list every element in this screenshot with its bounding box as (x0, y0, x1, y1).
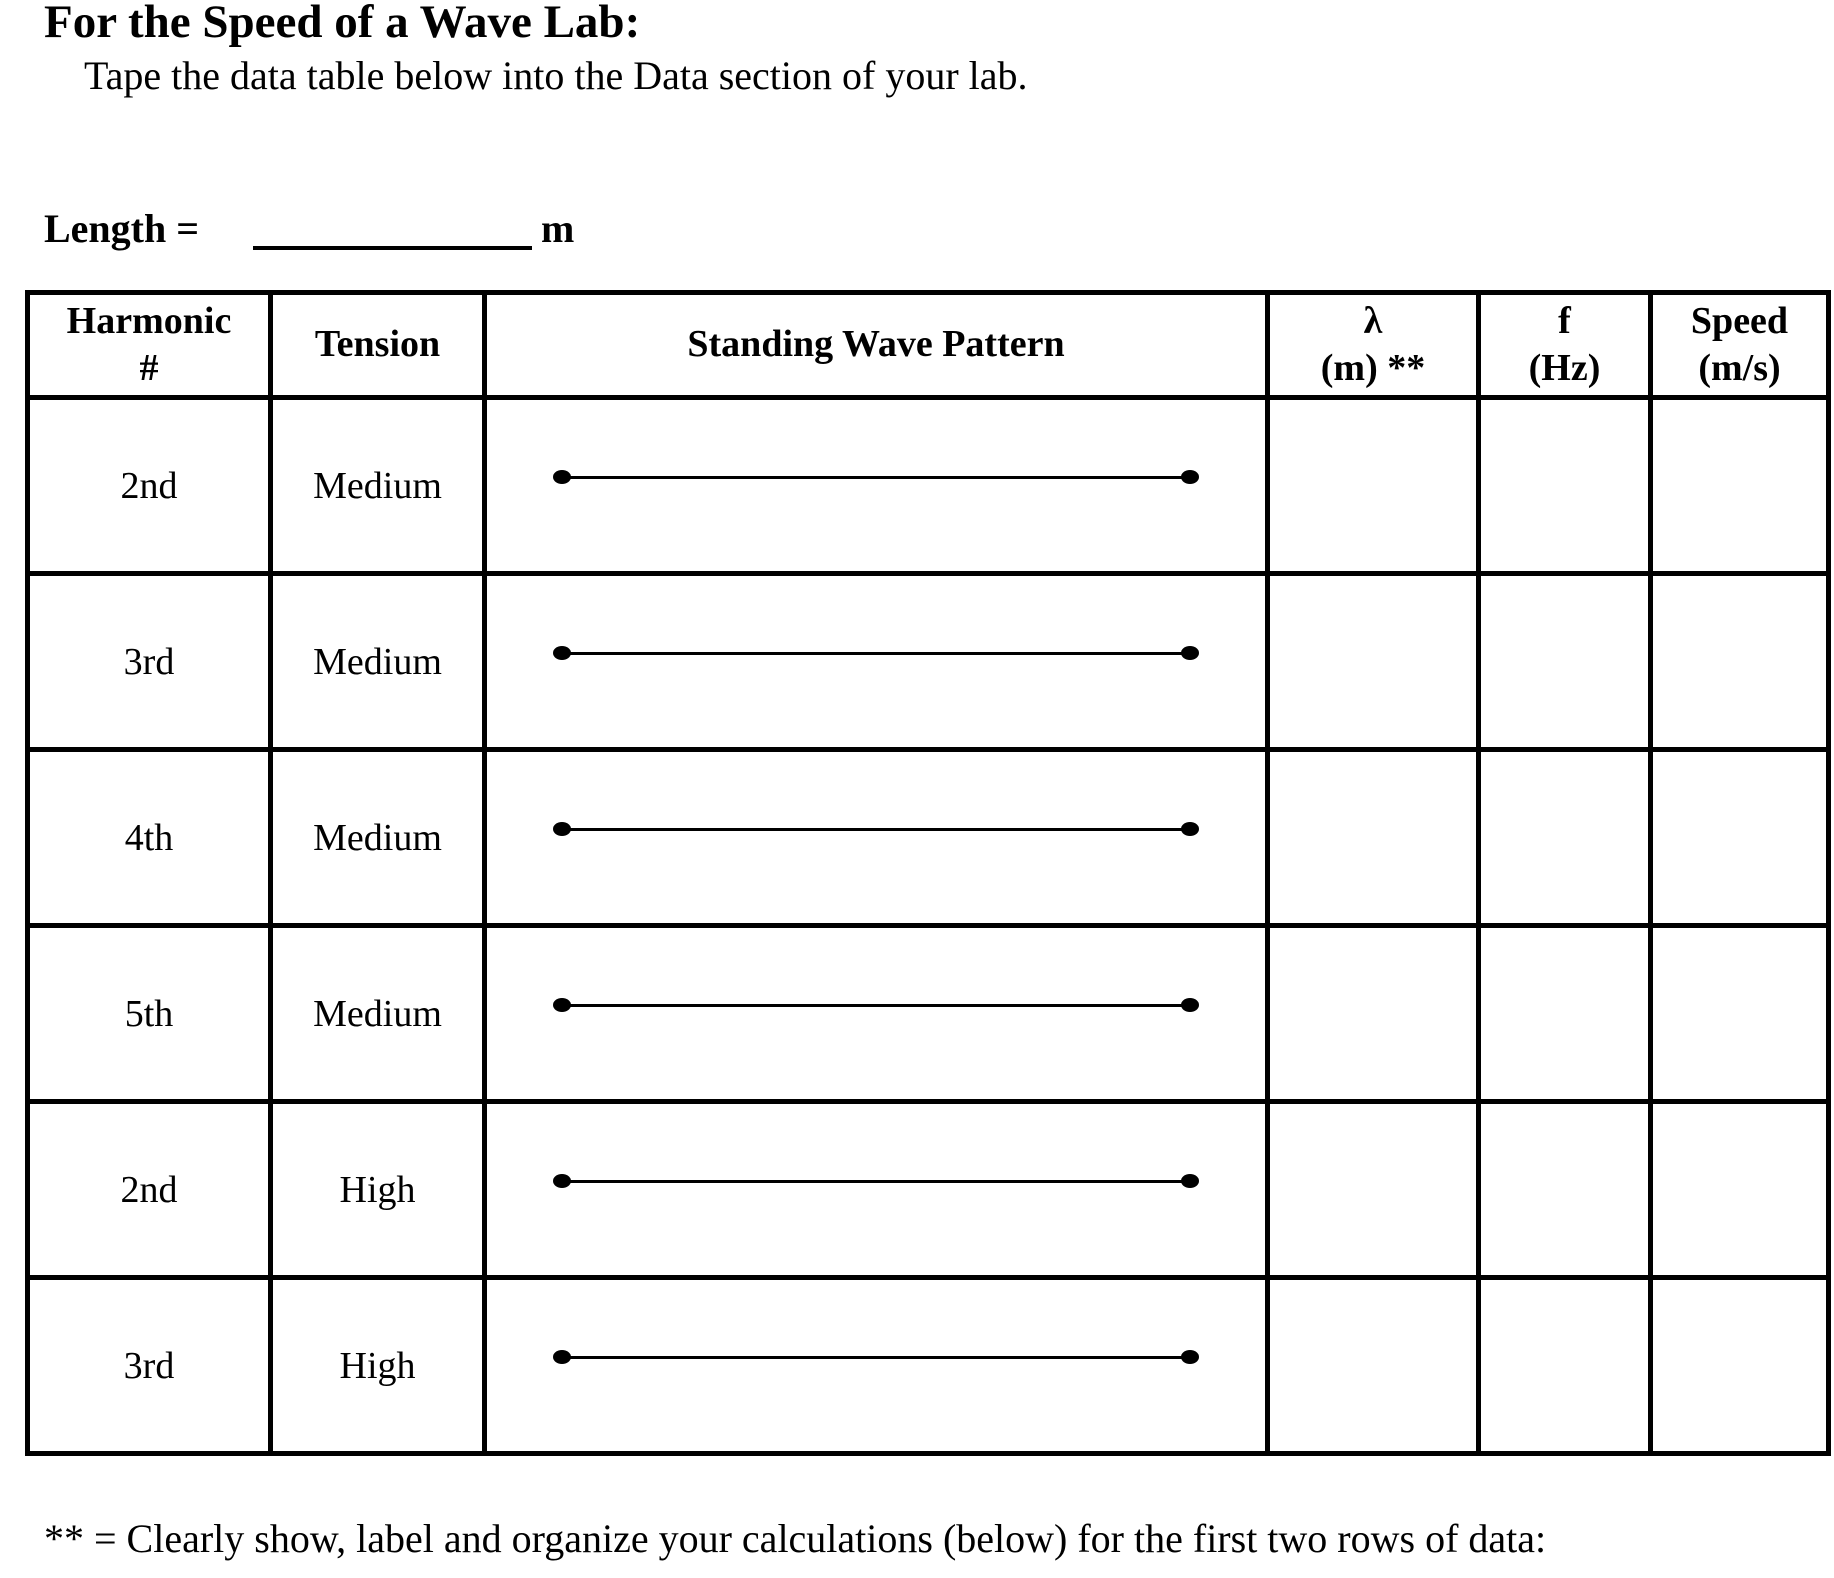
length-blank-line[interactable] (253, 246, 532, 250)
string-endpoint-right (1181, 470, 1199, 484)
wavelength-cell[interactable] (1268, 750, 1479, 926)
frequency-cell[interactable] (1479, 750, 1651, 926)
header-speed (1651, 293, 1829, 398)
harmonic-cell: 3rd (28, 1278, 271, 1454)
speed-cell[interactable] (1651, 750, 1829, 926)
speed-cell[interactable] (1651, 1102, 1829, 1278)
string-line (562, 476, 1190, 479)
string-endpoint-left (553, 1350, 571, 1364)
string-line (562, 1180, 1190, 1183)
frequency-cell[interactable] (1479, 926, 1651, 1102)
wavelength-cell[interactable] (1268, 926, 1479, 1102)
data-table (25, 290, 1831, 1456)
header-harmonic-line1: Harmonic (66, 299, 232, 342)
footnote-text: ** = Clearly show, label and organize your calculations (below) for the first two rows of data: (44, 1516, 1547, 1561)
header-tension: Tension (271, 293, 485, 398)
header-speed-line1: Speed (1690, 299, 1789, 342)
string-line (562, 828, 1190, 831)
header-pattern: Standing Wave Pattern (485, 293, 1268, 398)
string-endpoint-right (1181, 646, 1199, 660)
header-frequency-line1: f (1558, 299, 1571, 342)
tension-cell: Medium (271, 750, 485, 926)
string-endpoint-right (1181, 1174, 1199, 1188)
table-row (28, 1102, 1829, 1278)
frequency-cell[interactable] (1479, 1278, 1651, 1454)
frequency-cell[interactable] (1479, 1102, 1651, 1278)
string-endpoint-left (553, 822, 571, 836)
header-lambda-line1: λ (1363, 299, 1383, 342)
pattern-cell[interactable] (485, 750, 1268, 926)
speed-cell[interactable] (1651, 1278, 1829, 1454)
string-endpoint-left (553, 998, 571, 1012)
pattern-cell[interactable] (485, 1278, 1268, 1454)
tension-cell: High (271, 1102, 485, 1278)
header-lambda-line2: (m) ** (1320, 347, 1426, 389)
page-title: For the Speed of a Wave Lab: (44, 0, 641, 48)
string-endpoint-right (1181, 998, 1199, 1012)
wavelength-cell[interactable] (1268, 574, 1479, 750)
string-endpoint-left (553, 470, 571, 484)
harmonic-cell: 5th (28, 926, 271, 1102)
tension-cell: High (271, 1278, 485, 1454)
wavelength-cell[interactable] (1268, 398, 1479, 574)
header-speed-line2: (m/s) (1698, 347, 1781, 389)
header-harmonic-line2: # (139, 347, 159, 389)
speed-cell[interactable] (1651, 574, 1829, 750)
pattern-cell[interactable] (485, 926, 1268, 1102)
string-endpoint-right (1181, 1350, 1199, 1364)
pattern-cell[interactable] (485, 1102, 1268, 1278)
harmonic-cell: 3rd (28, 574, 271, 750)
tension-cell: Medium (271, 574, 485, 750)
wavelength-cell[interactable] (1268, 1102, 1479, 1278)
wavelength-cell[interactable] (1268, 1278, 1479, 1454)
string-endpoint-left (553, 1174, 571, 1188)
header-lambda (1268, 293, 1479, 398)
string-endpoint-right (1181, 822, 1199, 836)
table-header-row (28, 293, 1829, 398)
harmonic-cell: 2nd (28, 398, 271, 574)
header-frequency (1479, 293, 1651, 398)
speed-cell[interactable] (1651, 926, 1829, 1102)
harmonic-cell: 2nd (28, 1102, 271, 1278)
header-harmonic (28, 293, 271, 398)
speed-cell[interactable] (1651, 398, 1829, 574)
table-row (28, 1278, 1829, 1454)
tension-cell: Medium (271, 398, 485, 574)
pattern-cell[interactable] (485, 398, 1268, 574)
table-row (28, 398, 1829, 574)
harmonic-cell: 4th (28, 750, 271, 926)
string-line (562, 652, 1190, 655)
frequency-cell[interactable] (1479, 574, 1651, 750)
table-row (28, 926, 1829, 1102)
length-label: Length = (44, 206, 200, 251)
instruction-text: Tape the data table below into the Data section of your lab. (84, 53, 1028, 98)
pattern-cell[interactable] (485, 574, 1268, 750)
string-line (562, 1004, 1190, 1007)
header-frequency-line2: (Hz) (1528, 347, 1601, 389)
table-row (28, 574, 1829, 750)
table-row (28, 750, 1829, 926)
string-endpoint-left (553, 646, 571, 660)
tension-cell: Medium (271, 926, 485, 1102)
frequency-cell[interactable] (1479, 398, 1651, 574)
string-line (562, 1356, 1190, 1359)
length-unit: m (541, 206, 575, 251)
